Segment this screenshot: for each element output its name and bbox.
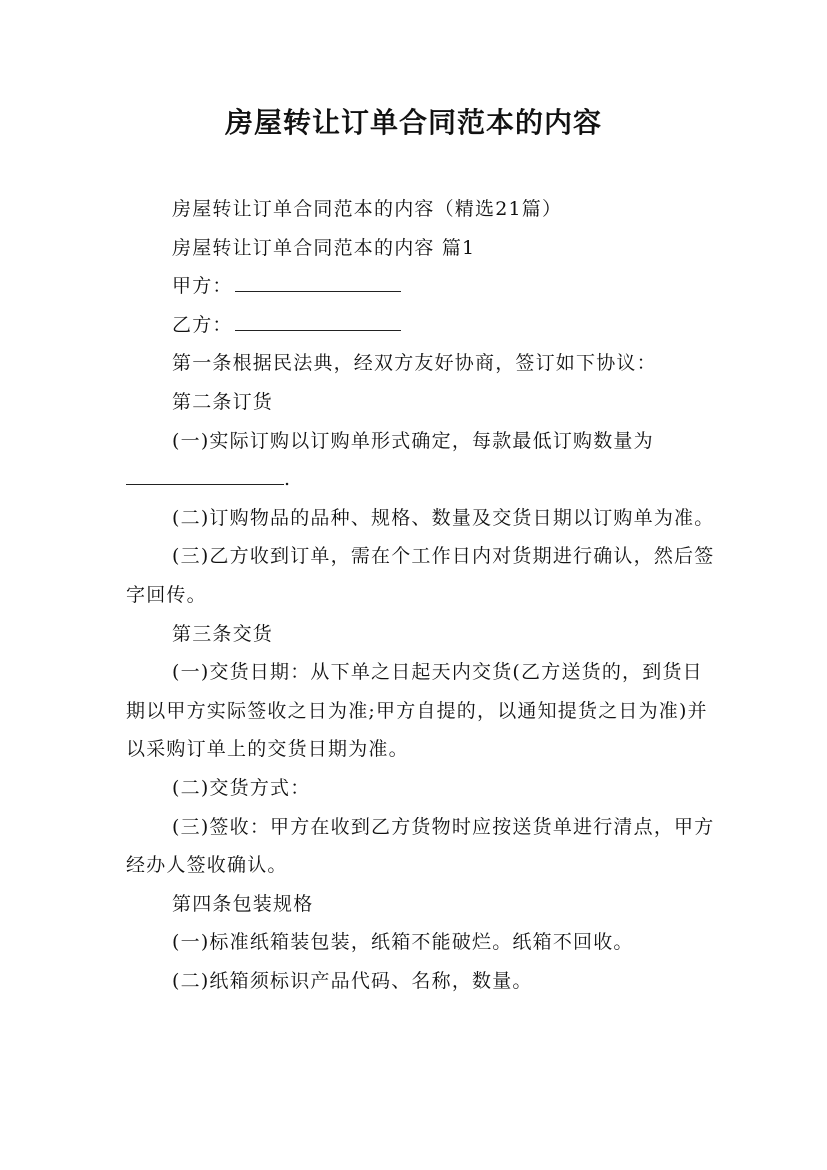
- article-3-item-3: (三)签收：甲方在收到乙方货物时应按送货单进行清点，甲方经办人签收确认。: [126, 815, 715, 877]
- article-2-item-3: (三)乙方收到订单，需在个工作日内对货期进行确认，然后签字回传。: [126, 545, 715, 606]
- party-b-line: [126, 306, 716, 345]
- document-title: 房屋转让订单合同范本的内容: [224, 106, 602, 139]
- article-2-item-2: (二)订购物品的品种、规格、数量及交货日期以订购单为准。: [172, 506, 715, 529]
- article-2-heading: 第二条订货: [172, 390, 274, 413]
- article-1: 第一条根据民法典，经双方友好协商，签订如下协议：: [172, 352, 657, 375]
- party-a-line: [126, 267, 716, 306]
- party-a-blank: [235, 267, 401, 292]
- quantity-blank: [126, 460, 284, 485]
- quantity-blank-line: [126, 460, 716, 499]
- article-3-item-1: (一)交货日期：从下单之日起天内交货(乙方送货的，到货日期以甲方实际签收之日为准;甲方自提的，以通知提货之日为准)并以采购订单上的交货日期为准。: [126, 661, 708, 761]
- quantity-blank-period: .: [284, 468, 292, 491]
- article-2-item-1: (一)实际订购以订购单形式确定，每款最低订购数量为: [172, 429, 654, 452]
- article-4-item-1: (一)标准纸箱装包装，纸箱不能破烂。纸箱不回收。: [172, 931, 634, 954]
- party-b-label: 乙方：: [172, 313, 233, 336]
- party-a-label: 甲方：: [172, 275, 233, 298]
- article-4-item-2: (二)纸箱须标识产品代码、名称，数量。: [172, 969, 533, 992]
- paragraph-section-heading: 房屋转让订单合同范本的内容 篇1: [172, 236, 476, 259]
- party-b-blank: [235, 306, 401, 331]
- article-3-item-2: (二)交货方式：: [172, 776, 311, 799]
- document-body: [126, 190, 716, 1000]
- paragraph-subtitle: 房屋转让订单合同范本的内容（精选21篇）: [172, 198, 563, 220]
- article-3-heading: 第三条交货: [172, 622, 274, 645]
- article-4-heading: 第四条包装规格: [172, 892, 314, 915]
